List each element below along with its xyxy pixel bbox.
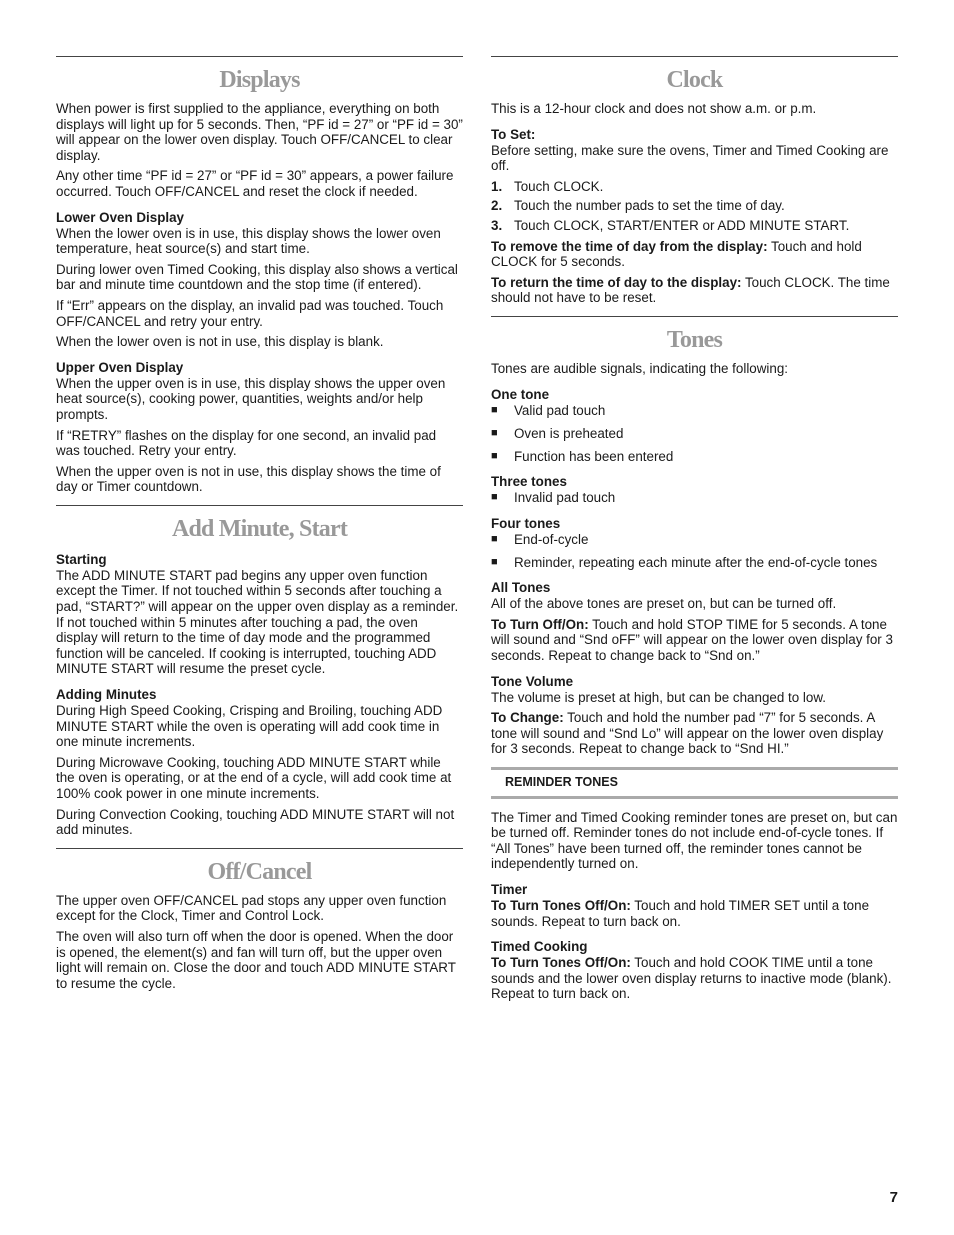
section-divider (56, 56, 463, 57)
three-tones-heading: Three tones (491, 474, 567, 490)
section-divider (491, 56, 898, 57)
paragraph: During High Speed Cooking, Crisping and Broiling, touching ADD MINUTE START while the oven is operating will add cook time in one minute increments. (56, 703, 443, 750)
upper-oven-display-heading: Upper Oven Display (56, 359, 184, 375)
list-item (491, 403, 898, 419)
list-item (491, 198, 898, 214)
step-number: 2. (491, 198, 503, 214)
bold-label: To Turn Tones Off/On: (491, 955, 631, 971)
list-item (491, 449, 898, 465)
step-text: Touch the number pads to set the time of day. (514, 198, 785, 214)
displays-title: Displays (219, 67, 300, 93)
bold-label: To return the time of day to the display: (491, 274, 742, 290)
list-item-text: Reminder, repeating each minute after the end-of-cycle tones (514, 554, 878, 570)
section-divider (56, 848, 463, 849)
paragraph: The oven will also turn off when the door is opened. When the door is opened, the element(s) and fan will turn off, but the upper oven light will remain on. Close the door and touch ADD MINUTE START to resume the cycle. (56, 928, 456, 991)
to-set-heading: To Set: (491, 126, 536, 142)
reminder-tones-banner: REMINDER TONES (491, 767, 898, 799)
list-item (491, 179, 898, 195)
bold-label: To Turn Tones Off/On: (491, 897, 631, 913)
add-minute-start-title: Add Minute, Start (171, 515, 348, 542)
timed-cooking-heading: Timed Cooking (491, 939, 588, 955)
off-cancel-title: Off/Cancel (207, 858, 312, 885)
three-tones-list (491, 490, 898, 506)
paragraph-text: Touch and hold TIMER SET until a tone sounds. Repeat to turn back on. (491, 897, 870, 929)
clock-steps (491, 179, 898, 234)
step-number: 3. (491, 217, 503, 233)
bold-label: To remove the time of day from the display: (491, 238, 768, 254)
paragraph (491, 955, 898, 1002)
bullet-icon: ■ (491, 403, 498, 416)
bullet-icon: ■ (491, 491, 498, 504)
paragraph: If “RETRY” flashes on the display for one second, an invalid pad was touched. Retry your entry. (56, 427, 437, 459)
page-number: 7 (889, 1189, 898, 1206)
list-item-text: End-of-cycle (514, 531, 589, 547)
lower-oven-display-heading: Lower Oven Display (56, 209, 184, 225)
paragraph: When power is first supplied to the appliance, everything on both displays will light up for 5 seconds. Then, “PF id = 27” or “PF id = 30” will appear on the lower oven display. Touch OFF/CANCEL to clear display. (56, 101, 463, 163)
paragraph: When the lower oven is not in use, this display is blank. (56, 334, 384, 350)
bullet-icon: ■ (491, 426, 498, 439)
starting-heading: Starting (56, 551, 107, 567)
section-divider (56, 505, 463, 506)
tones-title: Tones (666, 326, 723, 353)
paragraph (491, 710, 898, 757)
paragraph: The Timer and Timed Cooking reminder tones are preset on, but can be turned off. Reminder tones do not include end-of-cycle tones. If “All Tones” have been turned off, the reminder tones cannot be independently turned on. (491, 809, 898, 872)
paragraph: The ADD MINUTE START pad begins any upper oven function except the Timer. If not touched within 5 seconds after touching a pad, “START?” will appear on the upper oven display as a reminder. If not touched within 5 minutes after touching a pad, the oven display will return to the time of day mode and the programmed function will be canceled. If cooking is interrupted, touching ADD MINUTE START will resume the preset cycle. (56, 567, 459, 677)
adding-minutes-heading: Adding Minutes (56, 687, 157, 703)
paragraph: This is a 12-hour clock and does not show a.m. or p.m. (491, 101, 817, 116)
paragraph: If “Err” appears on the display, an invalid pad was touched. Touch OFF/CANCEL and retry your entry. (56, 297, 444, 329)
step-text: Touch CLOCK. (514, 178, 604, 194)
paragraph: During lower oven Timed Cooking, this display also shows a vertical bar and minute time countdown and the stop time (if entered). (56, 261, 458, 293)
paragraph: Before setting, make sure the ovens, Timer and Timed Cooking are off. (491, 142, 889, 174)
paragraph: During Microwave Cooking, touching ADD MINUTE START while the oven is operating, or at the end of a cycle, will add cook time at 100% cook power in one minute increments. (56, 754, 452, 801)
paragraph: During Convection Cooking, touching ADD MINUTE START will not add minutes. (56, 806, 455, 838)
bullet-icon: ■ (491, 555, 498, 568)
list-item-text: Invalid pad touch (514, 490, 616, 506)
list-item (491, 426, 898, 442)
paragraph: When the upper oven is not in use, this display shows the time of day or Timer countdown. (56, 463, 441, 495)
list-item-text: Oven is preheated (514, 425, 624, 441)
one-tone-list (491, 403, 898, 465)
paragraph-text: Touch CLOCK. The time should not have to be reset. (491, 274, 890, 306)
paragraph: The upper oven OFF/CANCEL pad stops any upper oven function except for the Clock, Timer and Control Lock. (56, 892, 447, 924)
paragraph-text: Touch and hold COOK TIME until a tone sounds and the lower oven display returns to inactive mode (blank). Repeat to turn back on. (491, 955, 892, 1002)
bullet-icon: ■ (491, 449, 498, 462)
paragraph: When the lower oven is in use, this display shows the lower oven temperature, heat source(s) and start time. (56, 225, 441, 257)
step-text: Touch CLOCK, START/ENTER or ADD MINUTE START. (514, 217, 850, 233)
paragraph (491, 898, 898, 929)
paragraph: When the upper oven is in use, this display shows the upper oven heat source(s), cooking power, quantities, weights and/or help prompts. (56, 375, 446, 422)
four-tones-heading: Four tones (491, 515, 561, 531)
paragraph (491, 239, 898, 270)
paragraph: All of the above tones are preset on, but can be turned off. (491, 596, 837, 612)
bold-label: To Change: (491, 710, 564, 726)
four-tones-list (491, 532, 898, 571)
list-item (491, 218, 898, 234)
list-item-text: Function has been entered (514, 448, 674, 464)
bullet-icon: ■ (491, 532, 498, 545)
left-column (56, 56, 463, 996)
paragraph: Tones are audible signals, indicating the following: (491, 360, 789, 376)
tone-volume-heading: Tone Volume (491, 673, 574, 689)
all-tones-heading: All Tones (491, 580, 551, 596)
paragraph (491, 617, 898, 664)
paragraph: The volume is preset at high, but can be changed to low. (491, 689, 826, 705)
list-item-text: Valid pad touch (514, 402, 606, 418)
bold-label: To Turn Off/On: (491, 616, 589, 632)
paragraph (491, 275, 898, 306)
list-item (491, 490, 898, 506)
one-tone-heading: One tone (491, 386, 550, 402)
section-divider (491, 316, 898, 317)
right-column (491, 56, 898, 1007)
clock-title: Clock (666, 67, 723, 93)
timer-heading: Timer (491, 881, 528, 897)
paragraph-text: Touch and hold STOP TIME for 5 seconds. A tone will sound and “Snd oFF” will appear on the lower oven display for 3 seconds. Repeat to change back to “Snd on.” (491, 616, 893, 664)
paragraph-text: Touch and hold the number pad “7” for 5 seconds. A tone will sound and “Snd Lo” will appear on the lower oven display for 3 seconds. Repeat to change back to “Snd HI.” (491, 710, 884, 757)
paragraph-text: Touch and hold CLOCK for 5 seconds. (491, 238, 862, 270)
paragraph: Any other time “PF id = 27” or “PF id = 30” appears, a power failure occurred. Touch OFF/CANCEL and reset the clock if needed. (56, 168, 454, 199)
list-item (491, 555, 898, 571)
list-item (491, 532, 898, 548)
step-number: 1. (491, 178, 503, 194)
